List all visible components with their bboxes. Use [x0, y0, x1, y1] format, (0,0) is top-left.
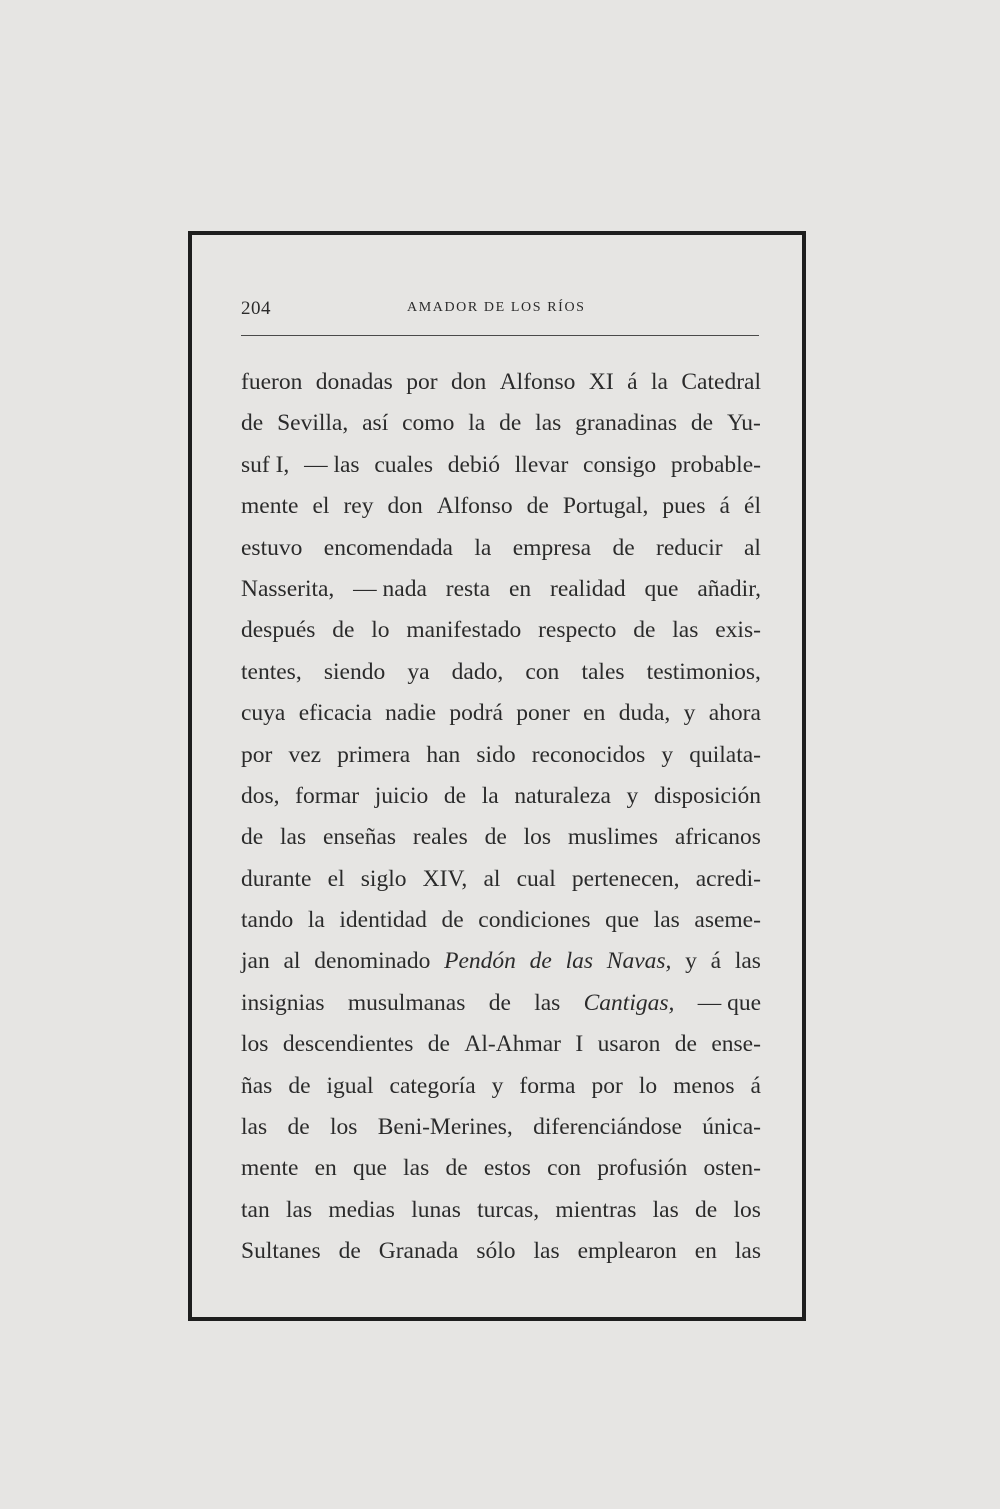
- word: granadinas: [575, 410, 677, 437]
- word: la: [307, 907, 325, 934]
- word: ñas: [241, 1072, 273, 1099]
- word: los: [241, 1031, 269, 1058]
- word: y: [661, 741, 674, 768]
- running-title: AMADOR DE LOS RÍOS: [407, 300, 586, 315]
- word: don: [387, 493, 423, 520]
- word: por: [406, 369, 438, 395]
- word: que: [605, 907, 640, 934]
- word: al: [483, 865, 501, 892]
- word: á: [627, 369, 638, 395]
- word: las: [241, 1114, 268, 1141]
- word: de: [488, 989, 511, 1016]
- word: mientras: [555, 1196, 637, 1223]
- text-line: [241, 362, 761, 403]
- word: de: [526, 493, 549, 520]
- word: nadie: [385, 700, 437, 727]
- word: — nada: [353, 575, 427, 602]
- word: fueron: [241, 369, 303, 395]
- word: la: [481, 782, 499, 809]
- word: mente: [241, 493, 299, 520]
- word: encomendada: [323, 534, 453, 561]
- text-line: [241, 1107, 761, 1148]
- word: cuales: [374, 451, 434, 478]
- word: á: [750, 1072, 761, 1099]
- word: pertenecen,: [571, 865, 680, 892]
- word: los: [733, 1196, 761, 1223]
- word: respecto: [538, 617, 617, 644]
- text-line: [241, 1148, 761, 1189]
- word: eficacia: [298, 700, 372, 727]
- word: las: [734, 948, 761, 975]
- word: juicio: [374, 782, 429, 809]
- word: acredi-: [695, 865, 761, 892]
- word: dado,: [451, 658, 504, 685]
- word: de: [287, 1114, 310, 1141]
- word: de: [529, 948, 552, 975]
- text-line: [241, 983, 761, 1024]
- word: los: [329, 1114, 358, 1141]
- word: y: [683, 700, 696, 727]
- word: por: [241, 741, 273, 768]
- body-text: [241, 362, 761, 1273]
- word: de: [443, 782, 467, 809]
- word: en: [314, 1155, 337, 1182]
- word: suf I,: [241, 451, 290, 478]
- word: podrá: [449, 700, 503, 727]
- text-line: [241, 1231, 761, 1272]
- word: así: [362, 410, 389, 437]
- word: dos,: [241, 782, 280, 809]
- word: única-: [702, 1114, 761, 1141]
- word: lo: [371, 617, 390, 644]
- text-line: [241, 652, 761, 693]
- word: descendientes: [282, 1031, 414, 1058]
- word: Granada: [378, 1238, 459, 1265]
- word: musulmanas: [347, 989, 466, 1016]
- word: africanos: [674, 824, 761, 851]
- text-line: [241, 403, 761, 444]
- text-line: [241, 900, 761, 941]
- word: tando: [241, 907, 294, 934]
- word: forma: [519, 1072, 576, 1099]
- word: después: [241, 617, 316, 644]
- word: muslimes: [567, 824, 658, 851]
- header-rule: [241, 335, 759, 336]
- word: las: [653, 907, 680, 934]
- word: turcas,: [477, 1196, 540, 1223]
- word: disposición: [653, 782, 761, 809]
- word: estuvo: [241, 534, 303, 561]
- word: con: [547, 1155, 581, 1182]
- word: Cantigas,: [583, 989, 675, 1016]
- word: Pendón: [444, 948, 516, 975]
- word: profusión: [597, 1155, 688, 1182]
- word: consigo: [583, 451, 657, 478]
- word: de: [499, 410, 522, 437]
- word: y: [626, 782, 639, 809]
- word: pues: [662, 493, 706, 520]
- word: la: [650, 369, 668, 395]
- word: usaron: [597, 1031, 661, 1058]
- word: en: [694, 1238, 717, 1265]
- word: Alfonso: [436, 493, 513, 520]
- word: Al-Ahmar: [464, 1031, 561, 1058]
- word: exis-: [715, 617, 761, 644]
- word: menos: [673, 1072, 735, 1099]
- word: de: [484, 824, 507, 851]
- word: ense-: [711, 1031, 761, 1058]
- word: al: [743, 534, 761, 561]
- word: en: [583, 700, 606, 727]
- text-line: [241, 1024, 761, 1065]
- word: las: [672, 617, 699, 644]
- word: las: [734, 1238, 761, 1265]
- word: reconocidos: [531, 741, 646, 768]
- word: Navas,: [606, 948, 672, 975]
- word: las: [286, 1196, 313, 1223]
- text-line: [241, 610, 761, 651]
- word: con: [525, 658, 560, 685]
- word: de: [241, 410, 264, 437]
- word: de: [633, 617, 656, 644]
- text-line: [241, 941, 761, 982]
- word: los: [523, 824, 552, 851]
- word: reales: [412, 824, 468, 851]
- word: lunas: [411, 1196, 461, 1223]
- word: Sultanes: [241, 1238, 321, 1265]
- text-line: [241, 1066, 761, 1107]
- word: ya: [407, 658, 430, 685]
- word: por: [591, 1072, 623, 1099]
- word: cuya: [241, 700, 286, 727]
- word: XIV,: [422, 865, 468, 892]
- word: aseme-: [694, 907, 761, 934]
- text-line: [241, 693, 761, 734]
- word: en: [508, 575, 532, 602]
- text-line: [241, 569, 761, 610]
- word: Sevilla,: [277, 410, 349, 437]
- word: la: [474, 534, 492, 561]
- word: de: [288, 1072, 311, 1099]
- word: de: [441, 907, 464, 934]
- word: debió: [447, 451, 501, 478]
- word: tales: [581, 658, 625, 685]
- word: al: [283, 948, 301, 975]
- word: el: [327, 865, 345, 892]
- word: testimonios,: [646, 658, 761, 685]
- word: — que: [697, 989, 761, 1016]
- word: I: [575, 1031, 584, 1058]
- word: llevar: [514, 451, 569, 478]
- word: Catedral: [681, 369, 761, 395]
- word: de: [338, 1238, 361, 1265]
- word: como: [402, 410, 455, 437]
- word: las: [652, 1196, 679, 1223]
- word: las: [533, 1238, 560, 1265]
- word: á: [710, 948, 722, 975]
- word: quilata-: [689, 741, 761, 768]
- word: Nasserita,: [241, 575, 335, 602]
- word: Alfonso: [499, 369, 576, 395]
- word: denominado: [314, 948, 431, 975]
- word: han: [426, 741, 461, 768]
- word: de: [241, 824, 264, 851]
- word: ahora: [708, 700, 761, 727]
- word: manifestado: [406, 617, 522, 644]
- word: don: [451, 369, 487, 395]
- word: poner: [516, 700, 570, 727]
- running-head: [241, 298, 761, 328]
- word: de: [445, 1155, 468, 1182]
- word: que: [644, 575, 679, 602]
- word: lo: [638, 1072, 658, 1099]
- word: jan: [241, 948, 270, 975]
- word: identidad: [339, 907, 427, 934]
- word: el: [312, 493, 330, 520]
- word: sido: [476, 741, 516, 768]
- text-line: [241, 859, 761, 900]
- page-number: 204: [241, 298, 271, 319]
- word: vez: [288, 741, 322, 768]
- word: siglo: [360, 865, 407, 892]
- word: formar: [295, 782, 360, 809]
- word: y: [491, 1072, 504, 1099]
- word: de: [612, 534, 635, 561]
- word: condiciones: [478, 907, 591, 934]
- word: él: [744, 493, 761, 520]
- word: las: [280, 824, 307, 851]
- text-line: [241, 1190, 761, 1231]
- word: durante: [241, 865, 312, 892]
- word: realidad: [550, 575, 626, 602]
- text-line: [241, 486, 761, 527]
- word: las: [534, 989, 561, 1016]
- word: reducir: [656, 534, 723, 561]
- word: emplearon: [577, 1238, 677, 1265]
- word: empresa: [512, 534, 592, 561]
- word: mente: [241, 1155, 299, 1182]
- word: osten-: [703, 1155, 761, 1182]
- word: duda,: [618, 700, 671, 727]
- word: las: [565, 948, 594, 975]
- word: medias: [328, 1196, 395, 1223]
- word: las: [535, 410, 562, 437]
- word: de: [690, 410, 714, 437]
- word: que: [353, 1155, 387, 1182]
- word: á: [719, 493, 730, 520]
- word: de: [674, 1031, 697, 1058]
- word: tentes,: [241, 658, 302, 685]
- word: Portugal,: [562, 493, 649, 520]
- word: naturaleza: [514, 782, 611, 809]
- word: sólo: [476, 1238, 516, 1265]
- word: las: [403, 1155, 430, 1182]
- word: primera: [337, 741, 411, 768]
- word: insignias: [241, 989, 325, 1016]
- word: rey: [343, 493, 374, 520]
- word: resta: [445, 575, 491, 602]
- word: estos: [483, 1155, 531, 1182]
- word: Beni-Merines,: [377, 1114, 513, 1141]
- word: tan: [241, 1196, 270, 1223]
- word: de: [695, 1196, 718, 1223]
- word: añadir,: [697, 575, 761, 602]
- text-line: [241, 735, 761, 776]
- text-line: [241, 528, 761, 569]
- word: igual: [326, 1072, 374, 1099]
- word: donadas: [315, 369, 393, 395]
- text-line: [241, 776, 761, 817]
- word: diferenciándose: [533, 1114, 682, 1141]
- text-line: [241, 817, 761, 858]
- word: de: [427, 1031, 450, 1058]
- word: y: [685, 948, 697, 975]
- word: enseñas: [322, 824, 397, 851]
- word: siendo: [323, 658, 386, 685]
- text-line: [241, 445, 761, 486]
- word: la: [468, 410, 486, 437]
- word: categoría: [389, 1072, 476, 1099]
- word: probable-: [670, 451, 761, 478]
- word: cual: [516, 865, 556, 892]
- word: — las: [304, 451, 360, 478]
- word: Yu-: [726, 410, 761, 437]
- word: de: [332, 617, 355, 644]
- word: XI: [588, 369, 614, 395]
